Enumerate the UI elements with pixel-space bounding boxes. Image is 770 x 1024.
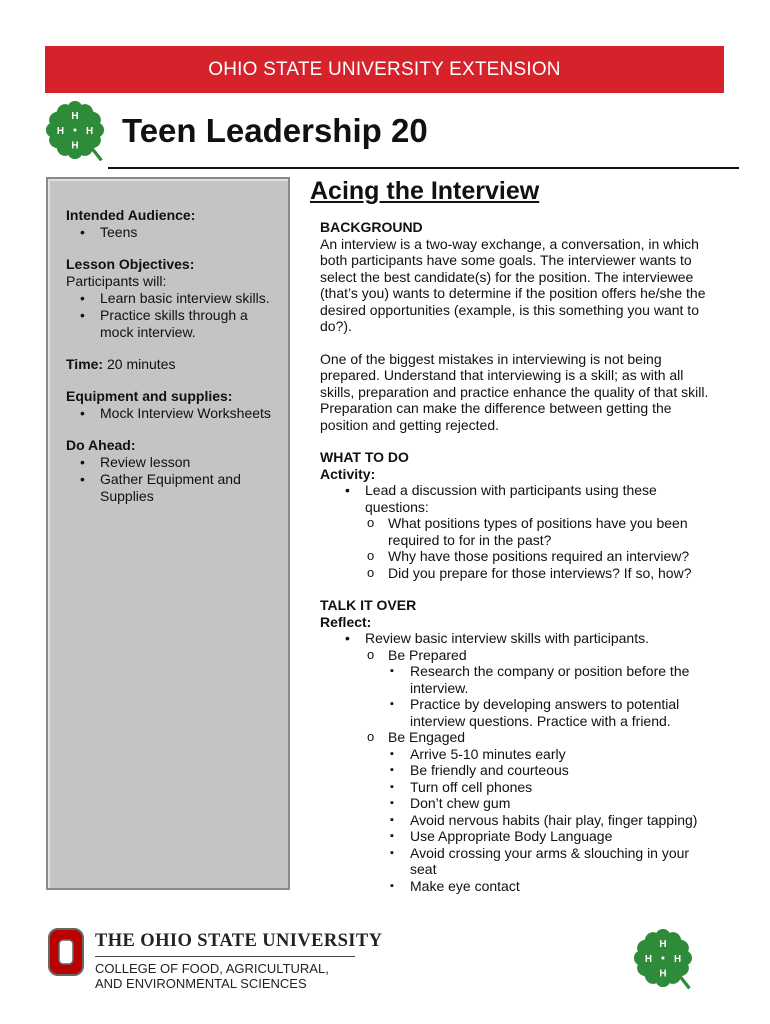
do-ahead-heading: Do Ahead: xyxy=(66,437,136,453)
audience-section xyxy=(66,207,274,241)
talk-it-over-heading: TALK IT OVER xyxy=(320,597,417,613)
lesson-content xyxy=(310,175,715,910)
be-prepared-item xyxy=(365,647,715,730)
time-value: 20 minutes xyxy=(106,356,176,372)
objective-item: • Learn basic interview skills. xyxy=(66,290,274,307)
osu-footer xyxy=(48,928,383,992)
tip-item: ▪ Be friendly and courteous xyxy=(388,762,715,779)
svg-text:H: H xyxy=(659,968,667,980)
what-to-do-heading: WHAT TO DO xyxy=(320,449,409,465)
tip-item: ▪ Arrive 5-10 minutes early xyxy=(388,746,715,763)
equipment-heading: Equipment and supplies: xyxy=(66,388,233,404)
university-name: THE OHIO STATE UNIVERSITY xyxy=(95,931,383,951)
objectives-heading: Lesson Objectives: xyxy=(66,256,195,272)
svg-text:H: H xyxy=(56,125,65,137)
tip-item: ▪ Avoid crossing your arms & slouching in your seat xyxy=(388,845,715,878)
be-prepared-label: Be Prepared xyxy=(388,646,467,663)
tip-item: ▪ Practice by developing answers to potential interview questions. Practice with a friend. xyxy=(388,696,715,729)
background-paragraph: One of the biggest mistakes in interviewing is not being prepared. Understand that interviewing is a skill; as with all skills, preparation and practice enhance the quality of that skill. Preparation can make the difference between getting the position and getting rejected. xyxy=(320,350,709,433)
college-line: AND ENVIRONMENTAL SCIENCES xyxy=(95,976,307,991)
question-item: o What positions types of positions have you been required to for in the past? xyxy=(365,515,715,548)
do-ahead-item: • Review lesson xyxy=(66,454,274,471)
svg-text:H: H xyxy=(659,938,667,950)
svg-text:H: H xyxy=(644,953,653,965)
lesson-sidebar xyxy=(46,177,290,890)
tip-item: ▪ Research the company or position before the interview. xyxy=(388,663,715,696)
objective-item: • Practice skills through a mock interview. xyxy=(66,307,274,341)
tip-item: ▪ Don’t chew gum xyxy=(388,795,715,812)
audience-item: • Teens xyxy=(66,224,274,241)
4h-clover-icon xyxy=(630,925,696,991)
background-heading: BACKGROUND xyxy=(320,219,423,235)
be-engaged-item xyxy=(365,729,715,894)
background-section xyxy=(320,219,715,433)
lesson-subtitle: Acing the Interview xyxy=(310,177,540,205)
equipment-section xyxy=(66,388,274,422)
college-line: COLLEGE OF FOOD, AGRICULTURAL, xyxy=(95,961,329,976)
reflect-label: Reflect: xyxy=(320,613,372,630)
what-to-do-section xyxy=(320,449,715,581)
tip-item: ▪ Make eye contact xyxy=(388,878,715,895)
tip-item: ▪ Use Appropriate Body Language xyxy=(388,828,715,845)
title-divider xyxy=(108,167,739,169)
college-name xyxy=(95,961,329,991)
do-ahead-item: • Gather Equipment and Supplies xyxy=(66,471,274,505)
time-section xyxy=(66,356,274,373)
reflect-item xyxy=(320,630,715,894)
svg-text:H: H xyxy=(71,110,79,122)
be-engaged-label: Be Engaged xyxy=(388,729,466,745)
footer-rule xyxy=(95,956,355,957)
svg-text:H: H xyxy=(673,953,682,965)
do-ahead-section xyxy=(66,437,274,505)
objectives-section xyxy=(66,256,274,341)
question-item: o Did you prepare for those interviews? If so, how? xyxy=(365,565,715,582)
page-title: Teen Leadership 20 xyxy=(122,112,428,149)
activity-item xyxy=(320,482,715,581)
extension-banner: OHIO STATE UNIVERSITY EXTENSION xyxy=(45,46,724,93)
activity-label: Activity: xyxy=(320,465,376,482)
audience-heading: Intended Audience: xyxy=(66,207,196,223)
svg-text:H: H xyxy=(71,140,79,152)
svg-text:H: H xyxy=(85,125,94,137)
time-label: Time: xyxy=(66,356,104,372)
question-item: o Why have those positions required an interview? xyxy=(365,548,715,565)
equipment-item: • Mock Interview Worksheets xyxy=(66,405,274,422)
reflect-text: Review basic interview skills with participants. xyxy=(365,630,649,646)
talk-it-over-section xyxy=(320,597,715,894)
objectives-intro: Participants will: xyxy=(66,273,167,289)
tip-item: ▪ Turn off cell phones xyxy=(388,779,715,796)
4h-clover-icon xyxy=(42,97,108,163)
activity-text: Lead a discussion with participants using these questions: xyxy=(365,482,657,515)
tip-item: ▪ Avoid nervous habits (hair play, finger tapping) xyxy=(388,812,715,829)
block-o-icon xyxy=(48,928,84,976)
background-paragraph: An interview is a two-way exchange, a conversation, in which both participants have some goals. The interviewer wants to select the best candidate(s) for the position. The interviewee (that’s you) wants to determine if the position offers he/she the desired opportunities (example, is this something you want to do?). xyxy=(320,235,706,334)
